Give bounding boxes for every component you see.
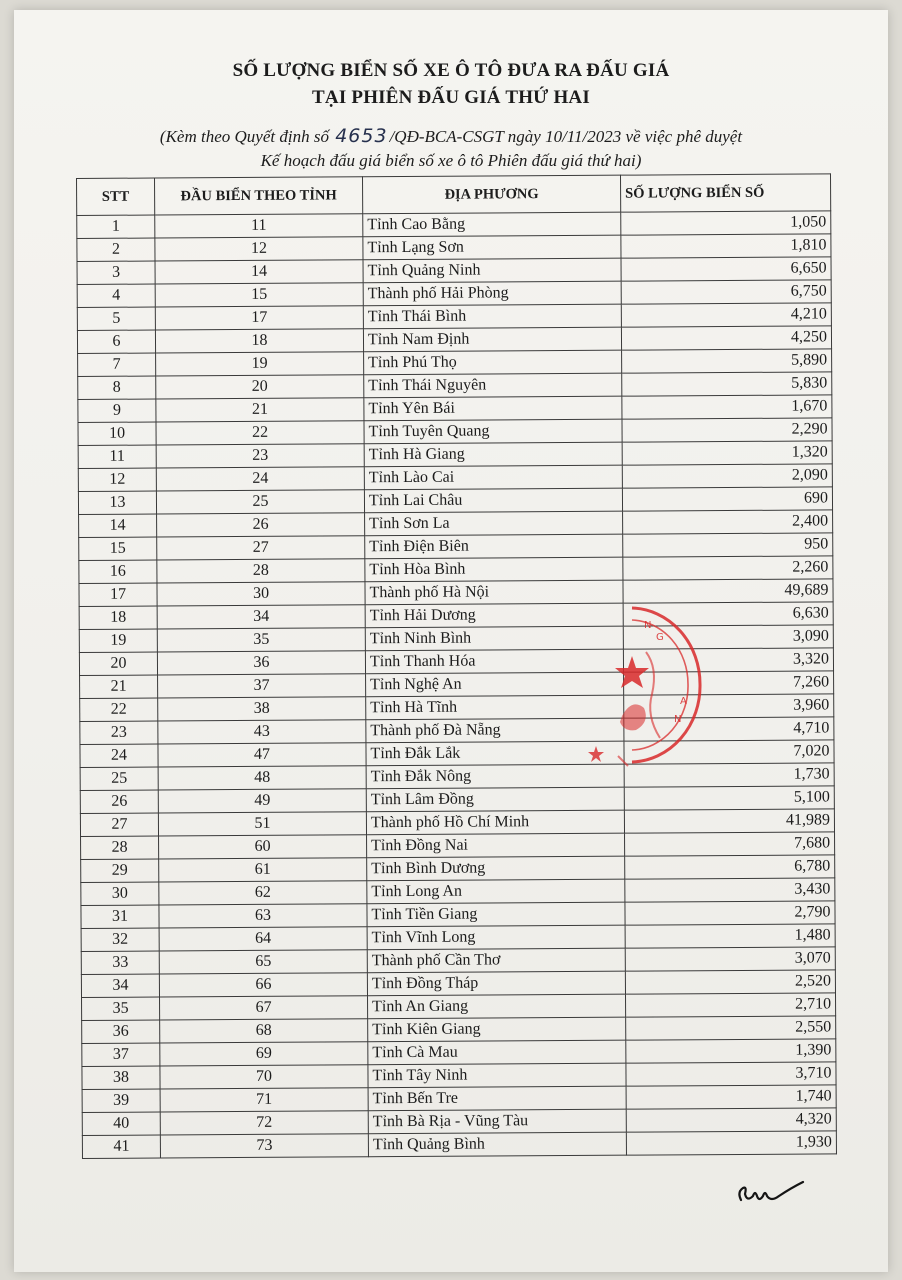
- cell-stt: 5: [77, 307, 155, 330]
- document-title-line1: SỐ LƯỢNG BIỂN SỐ XE Ô TÔ ĐƯA RA ĐẤU GIÁ: [232, 60, 670, 81]
- cell-plate-code: 73: [160, 1134, 368, 1158]
- cell-stt: 40: [82, 1112, 160, 1135]
- cell-stt: 35: [82, 997, 160, 1020]
- cell-locality: Tỉnh Hà Tĩnh: [366, 695, 624, 720]
- cell-plate-code: 35: [157, 628, 365, 652]
- cell-plate-count: 690: [622, 487, 832, 511]
- cell-locality: Tỉnh Đắk Nông: [366, 764, 624, 789]
- cell-plate-code: 11: [155, 214, 363, 238]
- cell-stt: 11: [78, 445, 156, 468]
- cell-plate-code: 60: [159, 835, 367, 859]
- cell-locality: Tỉnh An Giang: [368, 994, 626, 1019]
- cell-locality: Tỉnh Điện Biên: [365, 534, 623, 559]
- cell-stt: 27: [80, 813, 158, 836]
- subtitle-prefix: (Kèm theo Quyết định số: [159, 127, 334, 146]
- cell-plate-code: 18: [155, 329, 363, 353]
- cell-stt: 17: [79, 583, 157, 606]
- cell-plate-code: 19: [156, 352, 364, 376]
- cell-plate-code: 27: [157, 536, 365, 560]
- cell-locality: Tỉnh Kiên Giang: [368, 1017, 626, 1042]
- cell-locality: Thành phố Hà Nội: [365, 580, 623, 605]
- cell-plate-code: 17: [155, 306, 363, 330]
- cell-plate-count: 2,550: [626, 1016, 836, 1040]
- cell-locality: Tỉnh Thái Bình: [363, 304, 621, 329]
- cell-plate-code: 23: [156, 444, 364, 468]
- cell-stt: 36: [82, 1020, 160, 1043]
- cell-locality: Tỉnh Thái Nguyên: [364, 373, 622, 398]
- svg-text:G: G: [656, 632, 664, 643]
- cell-plate-code: 36: [157, 651, 365, 675]
- cell-plate-count: 7,260: [624, 671, 834, 695]
- cell-plate-code: 30: [157, 582, 365, 606]
- cell-plate-count: 3,320: [623, 648, 833, 672]
- cell-plate-count: 4,320: [626, 1108, 836, 1132]
- cell-locality: Tỉnh Đắk Lắk: [366, 741, 624, 766]
- cell-stt: 10: [78, 422, 156, 445]
- cell-plate-count: 1,390: [626, 1039, 836, 1063]
- cell-stt: 7: [78, 353, 156, 376]
- cell-stt: 25: [80, 767, 158, 790]
- cell-stt: 29: [81, 859, 159, 882]
- cell-stt: 16: [79, 560, 157, 583]
- cell-stt: 28: [81, 836, 159, 859]
- cell-locality: Tỉnh Bình Dương: [367, 856, 625, 881]
- cell-plate-code: 20: [156, 375, 364, 399]
- cell-plate-count: 1,810: [621, 234, 831, 258]
- cell-plate-code: 37: [158, 674, 366, 698]
- cell-plate-code: 12: [155, 237, 363, 261]
- cell-plate-code: 28: [157, 559, 365, 583]
- cell-plate-code: 47: [158, 743, 366, 767]
- decision-number-handwritten: 4653: [335, 125, 388, 147]
- svg-text:N: N: [674, 714, 682, 725]
- cell-locality: Tỉnh Sơn La: [365, 511, 623, 536]
- cell-plate-code: 22: [156, 421, 364, 445]
- cell-stt: 23: [80, 721, 158, 744]
- cell-plate-count: 1,320: [622, 441, 832, 465]
- cell-plate-count: 3,090: [623, 625, 833, 649]
- cell-stt: 14: [79, 514, 157, 537]
- cell-plate-code: 67: [160, 996, 368, 1020]
- cell-locality: Tỉnh Đồng Tháp: [367, 971, 625, 996]
- cell-stt: 6: [77, 330, 155, 353]
- cell-stt: 12: [78, 468, 156, 491]
- cell-locality: Thành phố Hải Phòng: [363, 281, 621, 306]
- cell-plate-count: 1,480: [625, 924, 835, 948]
- cell-plate-code: 68: [160, 1019, 368, 1043]
- cell-plate-count: 4,710: [624, 717, 834, 741]
- cell-locality: Tỉnh Hải Dương: [365, 603, 623, 628]
- cell-plate-code: 43: [158, 720, 366, 744]
- table-header-row: [77, 174, 831, 216]
- table-row: [82, 1131, 836, 1159]
- column-header-locality: ĐỊA PHƯƠNG: [362, 175, 620, 214]
- cell-plate-code: 15: [155, 283, 363, 307]
- cell-plate-count: 4,250: [621, 326, 831, 350]
- cell-stt: 24: [80, 744, 158, 767]
- cell-stt: 39: [82, 1089, 160, 1112]
- column-header-plate-code: ĐẦU BIỂN THEO TỈNH: [155, 177, 363, 215]
- cell-locality: Tỉnh Quảng Ninh: [363, 258, 621, 283]
- cell-stt: 18: [79, 606, 157, 629]
- cell-stt: 19: [79, 629, 157, 652]
- cell-plate-code: 61: [159, 858, 367, 882]
- cell-locality: Tỉnh Nghệ An: [366, 672, 624, 697]
- cell-plate-count: 1,930: [626, 1131, 836, 1155]
- cell-locality: Tỉnh Nam Định: [363, 327, 621, 352]
- cell-stt: 30: [81, 882, 159, 905]
- cell-locality: Tỉnh Hòa Bình: [365, 557, 623, 582]
- cell-plate-code: 21: [156, 398, 364, 422]
- cell-stt: 37: [82, 1043, 160, 1066]
- cell-stt: 38: [82, 1066, 160, 1089]
- cell-plate-code: 66: [159, 973, 367, 997]
- cell-stt: 21: [80, 675, 158, 698]
- license-plate-table: [76, 173, 837, 1159]
- cell-stt: 20: [79, 652, 157, 675]
- cell-plate-code: 14: [155, 260, 363, 284]
- cell-plate-code: 63: [159, 904, 367, 928]
- cell-stt: 13: [78, 491, 156, 514]
- cell-stt: 8: [78, 376, 156, 399]
- signature-mark: [735, 1172, 809, 1212]
- cell-plate-count: 2,090: [622, 464, 832, 488]
- cell-plate-code: 72: [160, 1111, 368, 1135]
- svg-text:N: N: [644, 620, 652, 631]
- cell-plate-count: 6,750: [621, 280, 831, 304]
- svg-text:A: A: [680, 696, 687, 707]
- cell-locality: Tỉnh Bến Tre: [368, 1086, 626, 1111]
- cell-plate-code: 38: [158, 697, 366, 721]
- document-subtitle-line2: Kế hoạch đấu giá biển số xe ô tô Phiên đấu giá thứ hai): [260, 151, 642, 170]
- cell-plate-count: 3,430: [625, 878, 835, 902]
- cell-plate-code: 49: [158, 789, 366, 813]
- cell-stt: 32: [81, 928, 159, 951]
- cell-plate-count: 2,400: [623, 510, 833, 534]
- cell-locality: Tỉnh Lai Châu: [364, 488, 622, 513]
- cell-plate-count: 3,960: [624, 694, 834, 718]
- cell-plate-count: 1,730: [624, 763, 834, 787]
- cell-plate-code: 48: [158, 766, 366, 790]
- cell-stt: 3: [77, 261, 155, 284]
- cell-locality: Tỉnh Vĩnh Long: [367, 925, 625, 950]
- table-body: [77, 211, 837, 1159]
- cell-plate-code: 25: [156, 490, 364, 514]
- cell-stt: 34: [81, 974, 159, 997]
- cell-stt: 33: [81, 951, 159, 974]
- cell-plate-code: 34: [157, 605, 365, 629]
- cell-plate-count: 2,790: [625, 901, 835, 925]
- cell-locality: Tỉnh Ninh Bình: [365, 626, 623, 651]
- cell-plate-count: 2,710: [625, 993, 835, 1017]
- cell-plate-code: 24: [156, 467, 364, 491]
- cell-locality: Tỉnh Long An: [367, 879, 625, 904]
- cell-plate-count: 5,890: [622, 349, 832, 373]
- cell-stt: 4: [77, 284, 155, 307]
- cell-locality: Thành phố Đà Nẵng: [366, 718, 624, 743]
- cell-plate-code: 26: [157, 513, 365, 537]
- document-title-line2: TẠI PHIÊN ĐẤU GIÁ THỨ HAI: [312, 87, 590, 108]
- cell-locality: Tỉnh Phú Thọ: [364, 350, 622, 375]
- cell-plate-code: 70: [160, 1065, 368, 1089]
- cell-plate-count: 4,210: [621, 303, 831, 327]
- cell-plate-count: 6,780: [625, 855, 835, 879]
- cell-stt: 1: [77, 215, 155, 238]
- column-header-stt: STT: [77, 178, 155, 215]
- cell-stt: 22: [80, 698, 158, 721]
- cell-locality: Tỉnh Cao Bằng: [363, 212, 621, 237]
- column-header-plate-count: SỐ LƯỢNG BIỂN SỐ: [620, 174, 830, 212]
- cell-plate-count: 49,689: [623, 579, 833, 603]
- cell-plate-code: 51: [158, 812, 366, 836]
- subtitle-suffix: /QĐ-BCA-CSGT ngày 10/11/2023 về việc phê duyệt: [389, 127, 743, 146]
- cell-plate-count: 3,710: [626, 1062, 836, 1086]
- cell-plate-count: 7,680: [625, 832, 835, 856]
- cell-plate-code: 62: [159, 881, 367, 905]
- cell-plate-count: 3,070: [625, 947, 835, 971]
- cell-plate-count: 950: [623, 533, 833, 557]
- cell-plate-code: 64: [159, 927, 367, 951]
- document-subtitle-line1: [0, 124, 902, 149]
- cell-stt: 31: [81, 905, 159, 928]
- cell-plate-count: 6,630: [623, 602, 833, 626]
- cell-locality: Tỉnh Cà Mau: [368, 1040, 626, 1065]
- cell-plate-count: 1,670: [622, 395, 832, 419]
- cell-locality: Tỉnh Đồng Nai: [367, 833, 625, 858]
- cell-locality: Tỉnh Hà Giang: [364, 442, 622, 467]
- cell-locality: Tỉnh Tiền Giang: [367, 902, 625, 927]
- cell-plate-code: 69: [160, 1042, 368, 1066]
- cell-plate-count: 2,290: [622, 418, 832, 442]
- cell-plate-count: 1,050: [621, 211, 831, 235]
- cell-plate-code: 71: [160, 1088, 368, 1112]
- cell-locality: Thành phố Cần Thơ: [367, 948, 625, 973]
- cell-stt: 15: [79, 537, 157, 560]
- cell-plate-code: 65: [159, 950, 367, 974]
- cell-locality: Tỉnh Lâm Đồng: [366, 787, 624, 812]
- cell-locality: Thành phố Hồ Chí Minh: [366, 810, 624, 835]
- cell-plate-count: 5,830: [622, 372, 832, 396]
- cell-stt: 2: [77, 238, 155, 261]
- cell-plate-count: 5,100: [624, 786, 834, 810]
- cell-plate-count: 7,020: [624, 740, 834, 764]
- cell-stt: 41: [82, 1135, 160, 1158]
- cell-plate-count: 2,260: [623, 556, 833, 580]
- cell-locality: Tỉnh Bà Rịa - Vũng Tàu: [368, 1109, 626, 1134]
- cell-locality: Tỉnh Thanh Hóa: [365, 649, 623, 674]
- cell-plate-count: 2,520: [625, 970, 835, 994]
- cell-plate-count: 6,650: [621, 257, 831, 281]
- cell-locality: Tỉnh Quảng Bình: [368, 1132, 626, 1157]
- cell-plate-count: 41,989: [624, 809, 834, 833]
- cell-locality: Tỉnh Tuyên Quang: [364, 419, 622, 444]
- cell-plate-count: 1,740: [626, 1085, 836, 1109]
- cell-locality: Tỉnh Tây Ninh: [368, 1063, 626, 1088]
- cell-locality: Tỉnh Lạng Sơn: [363, 235, 621, 260]
- cell-stt: 26: [80, 790, 158, 813]
- cell-locality: Tỉnh Yên Bái: [364, 396, 622, 421]
- cell-stt: 9: [78, 399, 156, 422]
- cell-locality: Tỉnh Lào Cai: [364, 465, 622, 490]
